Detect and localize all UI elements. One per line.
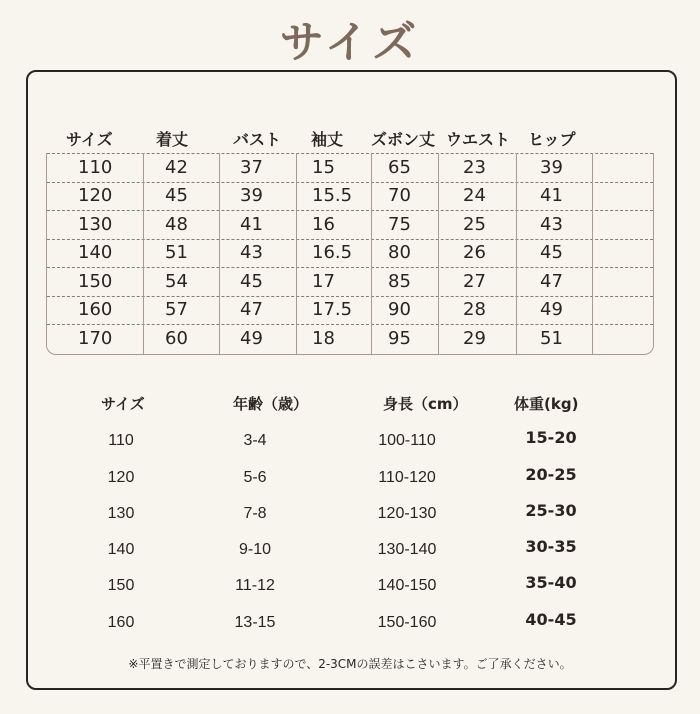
measurement-cell: 37: [240, 157, 263, 178]
measurement-cell: 60: [165, 328, 188, 349]
size-guide-cell: 100-110: [378, 432, 436, 449]
measurement-cell: 45: [540, 242, 563, 263]
measurement-cell: 47: [240, 299, 263, 320]
measurement-cell: 25: [463, 214, 486, 235]
measurement-cell: 150: [78, 271, 113, 292]
measurement-cell: 130: [78, 214, 113, 235]
measurement-cell: 41: [240, 214, 263, 235]
size-guide-cell: 9-10: [238, 541, 272, 558]
measurement-cell: 43: [240, 242, 263, 263]
measurement-cell: 45: [165, 185, 188, 206]
size-guide-header-cell: 年齢（歳）: [233, 395, 309, 413]
measurement-cell: 75: [388, 214, 411, 235]
size-guide-cell: 40-45: [525, 610, 577, 629]
measurement-cell: 18: [312, 328, 335, 349]
measurement-cell: 120: [78, 185, 113, 206]
measurement-cell: 39: [540, 157, 563, 178]
measurement-cell: 15.5: [312, 185, 353, 206]
measurement-cell: 23: [463, 157, 486, 178]
size-guide-cell: 110-120: [378, 469, 436, 486]
measurement-cell: 26: [463, 242, 486, 263]
measurement-cell: 51: [165, 242, 188, 263]
measurement-cell: 45: [240, 271, 263, 292]
size-guide-cell: 140: [107, 541, 135, 558]
measurement-cell: 95: [388, 328, 411, 349]
measurement-cell: 47: [540, 271, 563, 292]
size-guide-cell: 11-12: [235, 577, 275, 594]
measurement-cell: 48: [165, 214, 188, 235]
measurement-header-cell: バスト: [233, 130, 282, 149]
page-title: サイズ: [279, 17, 421, 68]
size-guide-cell: 130-140: [377, 541, 437, 558]
measurement-cell: 16: [312, 214, 335, 235]
measurement-cell: 27: [463, 271, 486, 292]
measurement-cell: 57: [165, 299, 188, 320]
measurement-cell: 39: [240, 185, 263, 206]
measurement-cell: 24: [463, 185, 486, 206]
size-guide-cell: 15-20: [525, 428, 577, 447]
size-guide-cell: 150-160: [377, 614, 437, 631]
size-guide-cell: 110: [108, 432, 134, 449]
measurement-cell: 28: [463, 299, 486, 320]
measurement-cell: 43: [540, 214, 563, 235]
measurement-cell: 15: [312, 157, 335, 178]
size-guide-cell: 7-8: [243, 505, 267, 522]
measurement-header-cell: ヒップ: [528, 130, 576, 149]
measurement-cell: 16.5: [312, 242, 353, 263]
measurement-cell: 85: [388, 271, 411, 292]
size-guide-header-cell: 体重(kg): [514, 395, 579, 413]
measurement-header-cell: ズボン丈: [371, 130, 436, 149]
measurement-cell: 170: [78, 328, 113, 349]
measurement-cell: 41: [540, 185, 563, 206]
measurement-cell: 65: [388, 157, 411, 178]
measurement-table-frame: [46, 153, 654, 355]
size-guide-header-cell: サイズ: [101, 395, 145, 413]
size-guide-cell: 3-4: [243, 432, 267, 449]
size-guide-cell: 5-6: [243, 469, 267, 486]
size-guide-cell: 120: [107, 469, 135, 486]
size-guide-cell: 35-40: [525, 573, 577, 592]
size-guide-cell: 30-35: [525, 537, 577, 556]
size-guide-header-cell: 身長（cm）: [383, 395, 468, 413]
measurement-cell: 80: [388, 242, 411, 263]
measurement-cell: 51: [540, 328, 563, 349]
measurement-cell: 90: [388, 299, 411, 320]
measurement-cell: 42: [165, 157, 188, 178]
size-guide-cell: 20-25: [525, 465, 577, 484]
size-guide-cell: 150: [107, 577, 135, 594]
measurement-header-cell: 袖丈: [311, 130, 344, 149]
size-guide-cell: 13-15: [234, 614, 276, 631]
measurement-header-cell: サイズ: [66, 130, 113, 149]
measurement-note: ※平置きで測定しておりますので、2-3CMの誤差はこさいます。ご了承ください。: [128, 657, 572, 671]
measurement-cell: 17: [312, 271, 335, 292]
measurement-cell: 29: [463, 328, 486, 349]
measurement-cell: 17.5: [312, 299, 353, 320]
measurement-cell: 49: [240, 328, 263, 349]
size-guide-cell: 130: [107, 505, 135, 522]
measurement-header-cell: 着丈: [156, 130, 189, 149]
measurement-header-cell: ウエスト: [446, 130, 511, 149]
size-guide-cell: 25-30: [525, 501, 577, 520]
size-guide-cell: 160: [107, 614, 135, 631]
measurement-cell: 140: [78, 242, 113, 263]
measurement-cell: 54: [165, 271, 188, 292]
measurement-cell: 49: [540, 299, 563, 320]
measurement-cell: 70: [388, 185, 411, 206]
measurement-cell: 160: [78, 299, 113, 320]
measurement-cell: 110: [78, 157, 113, 178]
size-guide-cell: 140-150: [377, 577, 437, 594]
size-guide-cell: 120-130: [377, 505, 437, 522]
